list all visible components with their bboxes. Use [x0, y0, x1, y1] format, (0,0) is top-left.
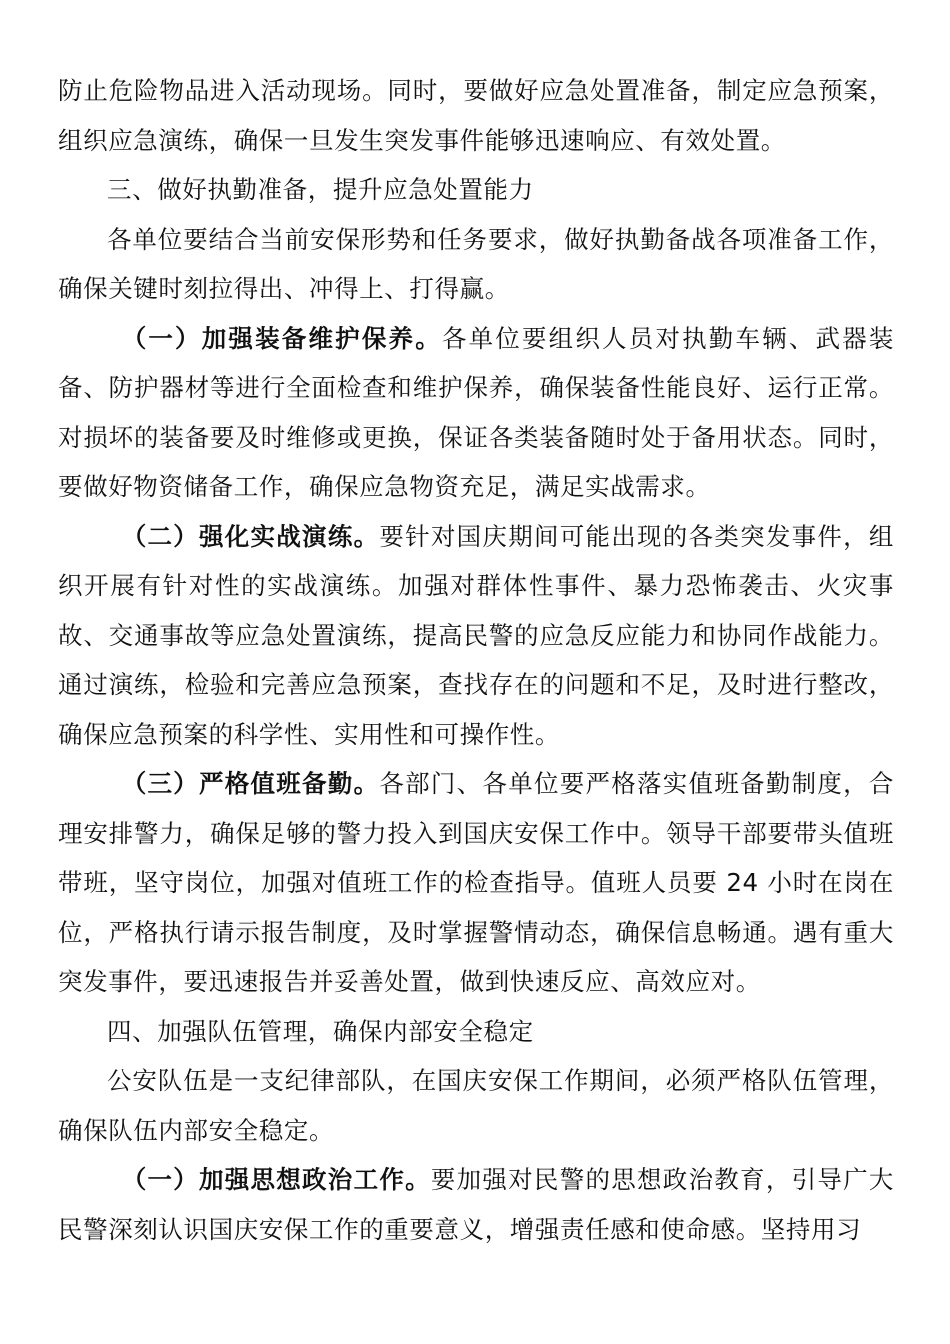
subsection-paragraph — [58, 512, 894, 760]
subsection-title: （一）加强思想政治工作。 — [121, 1165, 431, 1194]
subsection-paragraph — [58, 1155, 894, 1254]
subsection-paragraph — [58, 759, 894, 1007]
document-body — [58, 66, 894, 1254]
body-paragraph — [58, 1056, 894, 1155]
heading-text: 四、加强队伍管理，确保内部安全稳定 — [107, 1016, 534, 1046]
paragraph-text: 防止危险物品进入活动现场。同时，要做好应急处置准备，制定应急预案，组织应急演练，确保一旦发生突发事件能够迅速响应、有效处置。 — [58, 76, 894, 155]
continuation-paragraph — [58, 66, 894, 165]
section-heading-3 — [58, 165, 894, 215]
subsection-paragraph — [58, 314, 894, 512]
section-heading-4 — [58, 1007, 894, 1057]
paragraph-text: 要针对国庆期间可能出现的各类突发事件，组织开展有针对性的实战演练。加强对群体性事件、暴力恐怖袭击、火灾事故、交通事故等应急处置演练，提高民警的应急反应能力和协同作战能力。通过演练，检验和完善应急预案，查找存在的问题和不足，及时进行整改，确保应急预案的科学性、实用性和可操作性。 — [58, 521, 895, 749]
paragraph-text: 各部门、各单位要严格落实值班备勤制度，合理安排警力，确保足够的警力投入到国庆安保工作中。领导干部要带头值班带班，坚守岗位，加强对值班工作的检查指导。值班人员要 24 小时在岗在位，严格执行请示报告制度，及时掌握警情动态，确保信息畅通。遇有重大突发事件，要迅速报告并妥善处置，做到快速反应、高效应对。 — [58, 769, 895, 996]
subsection-title: （一）加强装备维护保养。 — [121, 323, 442, 353]
paragraph-text: 要加强对民警的思想政治教育，引导广大民警深刻认识国庆安保工作的重要意义，增强责任感和使命感。坚持用习 — [58, 1165, 894, 1244]
subsection-title: （三）严格值班备勤。 — [121, 769, 380, 798]
paragraph-text: 公安队伍是一支纪律部队，在国庆安保工作期间，必须严格队伍管理，确保队伍内部安全稳定。 — [58, 1066, 894, 1145]
heading-text: 三、做好执勤准备，提升应急处置能力 — [107, 175, 534, 204]
paragraph-text: 各单位要组织人员对执勤车辆、武器装备、防护器材等进行全面检查和维护保养，确保装备性能良好、运行正常。对损坏的装备要及时维修或更换，保证各类装备随时处于备用状态。同时，要做好物资储备工作，确保应急物资充足，满足实战需求。 — [58, 323, 894, 501]
paragraph-text: 各单位要结合当前安保形势和任务要求，做好执勤备战各项准备工作，确保关键时刻拉得出、冲得上、打得赢。 — [58, 224, 894, 303]
body-paragraph — [58, 215, 894, 314]
subsection-title: （二）强化实战演练。 — [121, 521, 380, 551]
